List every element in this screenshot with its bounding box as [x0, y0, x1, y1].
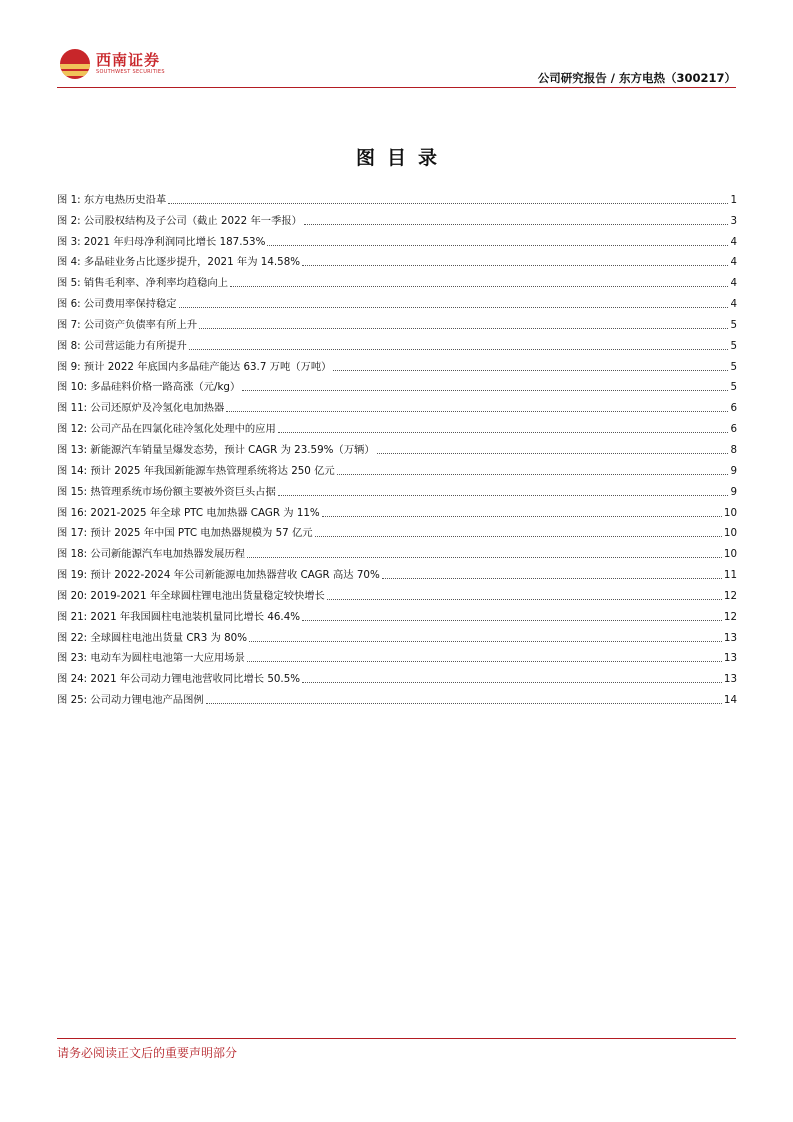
toc-entry[interactable]	[57, 561, 737, 582]
toc-dot-leader	[337, 474, 729, 475]
toc-entry-label: 图 20: 2019-2021 年全球圆柱锂电池出货量稳定较快增长	[57, 589, 325, 602]
toc-entry-label: 图 19: 预计 2022-2024 年公司新能源电加热器营收 CAGR 高达 70%	[57, 569, 380, 582]
toc-entry[interactable]	[57, 353, 737, 374]
toc-dot-leader	[322, 516, 722, 517]
toc-dot-leader	[278, 432, 729, 433]
toc-entry-page: 9	[730, 485, 737, 498]
toc-dot-leader	[247, 661, 722, 662]
toc-entry-label: 图 12: 公司产品在四氯化硅冷氢化处理中的应用	[57, 423, 276, 436]
footer-disclaimer: 请务必阅读正文后的重要声明部分	[57, 1046, 238, 1060]
toc-entry-page: 11	[723, 569, 737, 582]
toc-entry-label: 图 22: 全球圆柱电池出货量 CR3 为 80%	[57, 631, 247, 644]
toc-entry-label: 图 14: 预计 2025 年我国新能源车热管理系统将达 250 亿元	[57, 464, 335, 477]
toc-entry-page: 4	[730, 298, 737, 311]
sun-wave-icon	[60, 49, 90, 79]
toc-dot-leader	[247, 557, 722, 558]
toc-entry-page: 13	[723, 631, 737, 644]
brand-name-cn: 西南证券	[96, 51, 161, 69]
toc-entry-page: 5	[730, 318, 737, 331]
toc-entry[interactable]	[57, 186, 737, 207]
toc-dot-leader	[206, 703, 722, 704]
toc-entry-page: 12	[723, 589, 737, 602]
toc-entry-page: 13	[723, 673, 737, 686]
header-divider	[57, 87, 736, 88]
brand-logo	[60, 47, 170, 83]
toc-entry[interactable]	[57, 228, 737, 249]
toc-entry-label: 图 17: 预计 2025 年中国 PTC 电加热器规模为 57 亿元	[57, 527, 313, 540]
toc-entry[interactable]	[57, 540, 737, 561]
toc-dot-leader	[377, 453, 729, 454]
toc-dot-leader	[333, 370, 728, 371]
toc-entry-label: 图 10: 多晶硅料价格一路高涨（元/kg）	[57, 381, 241, 394]
toc-dot-leader	[304, 224, 728, 225]
toc-entry-label: 图 16: 2021-2025 年全球 PTC 电加热器 CAGR 为 11%	[57, 506, 320, 519]
toc-entry[interactable]	[57, 478, 737, 499]
toc-entry-page: 4	[730, 277, 737, 290]
toc-entry[interactable]	[57, 645, 737, 666]
toc-entry-label: 图 9: 预计 2022 年底国内多晶硅产能达 63.7 万吨（万吨）	[57, 360, 332, 373]
toc-entry-label: 图 18: 公司新能源汽车电加热器发展历程	[57, 548, 245, 561]
toc-entry-page: 10	[723, 527, 737, 540]
toc-entry-page: 5	[730, 381, 737, 394]
toc-entry[interactable]	[57, 415, 737, 436]
toc-entry[interactable]	[57, 332, 737, 353]
toc-entry-page: 10	[723, 506, 737, 519]
toc-entry-label: 图 1: 东方电热历史沿革	[57, 193, 167, 206]
toc-entry-page: 4	[730, 256, 737, 269]
toc-dot-leader	[327, 599, 722, 600]
toc-entry-page: 14	[723, 694, 737, 707]
toc-entry-page: 6	[730, 423, 737, 436]
toc-entry-label: 图 24: 2021 年公司动力锂电池营收同比增长 50.5%	[57, 673, 301, 686]
toc-dot-leader	[267, 245, 728, 246]
toc-dot-leader	[382, 578, 722, 579]
toc-entry[interactable]	[57, 436, 737, 457]
toc-entry[interactable]	[57, 686, 737, 707]
toc-dot-leader	[315, 536, 722, 537]
brand-name-en: SOUTHWEST SECURITIES	[96, 69, 165, 75]
toc-dot-leader	[189, 349, 729, 350]
toc-entry[interactable]	[57, 207, 737, 228]
toc-entry-label: 图 21: 2021 年我国圆柱电池装机量同比增长 46.4%	[57, 610, 301, 623]
toc-dot-leader	[199, 328, 728, 329]
toc-entry-page: 5	[730, 360, 737, 373]
toc-entry-label: 图 3: 2021 年归母净利润同比增长 187.53%	[57, 235, 266, 248]
toc-entry-page: 12	[723, 610, 737, 623]
toc-entry[interactable]	[57, 269, 737, 290]
toc-entry-page: 1	[730, 193, 737, 206]
toc-entry[interactable]	[57, 374, 737, 395]
toc-entry-label: 图 5: 销售毛利率、净利率均趋稳向上	[57, 277, 229, 290]
toc-entry-label: 图 4: 多晶硅业务占比逐步提升，2021 年为 14.58%	[57, 256, 301, 269]
toc-dot-leader	[302, 265, 728, 266]
toc-dot-leader	[242, 390, 728, 391]
toc-entry-label: 图 6: 公司费用率保持稳定	[57, 298, 177, 311]
toc-dot-leader	[302, 682, 722, 683]
toc-entry[interactable]	[57, 520, 737, 541]
toc-entry[interactable]	[57, 249, 737, 270]
toc-entry[interactable]	[57, 499, 737, 520]
figure-table-of-contents	[57, 186, 737, 707]
footer-divider	[57, 1038, 736, 1039]
toc-dot-leader	[226, 411, 728, 412]
toc-entry[interactable]	[57, 457, 737, 478]
toc-entry[interactable]	[57, 582, 737, 603]
toc-dot-leader	[179, 307, 729, 308]
toc-entry-page: 13	[723, 652, 737, 665]
toc-dot-leader	[302, 620, 722, 621]
page-title: 图目录	[355, 147, 449, 169]
toc-entry-label: 图 15: 热管理系统市场份额主要被外资巨头占据	[57, 485, 276, 498]
toc-entry-page: 10	[723, 548, 737, 561]
toc-entry-page: 9	[730, 464, 737, 477]
toc-entry-page: 3	[730, 214, 737, 227]
toc-entry[interactable]	[57, 311, 737, 332]
toc-entry-label: 图 13: 新能源汽车销量呈爆发态势，预计 CAGR 为 23.59%（万辆）	[57, 443, 375, 456]
toc-entry[interactable]	[57, 394, 737, 415]
toc-dot-leader	[278, 495, 729, 496]
toc-entry-label: 图 11: 公司还原炉及冷氢化电加热器	[57, 402, 225, 415]
toc-entry[interactable]	[57, 665, 737, 686]
report-header-title: 公司研究报告 / 东方电热（300217）	[537, 71, 736, 85]
toc-entry-label: 图 7: 公司资产负债率有所上升	[57, 318, 198, 331]
toc-entry-label: 图 8: 公司营运能力有所提升	[57, 339, 187, 352]
toc-entry-page: 5	[730, 339, 737, 352]
toc-entry[interactable]	[57, 603, 737, 624]
toc-dot-leader	[249, 641, 722, 642]
toc-entry-page: 4	[730, 235, 737, 248]
toc-entry-page: 6	[730, 402, 737, 415]
toc-dot-leader	[230, 286, 728, 287]
toc-dot-leader	[168, 203, 728, 204]
toc-entry[interactable]	[57, 290, 737, 311]
toc-entry[interactable]	[57, 624, 737, 645]
toc-entry-label: 图 25: 公司动力锂电池产品图例	[57, 694, 204, 707]
toc-entry-label: 图 23: 电动车为圆柱电池第一大应用场景	[57, 652, 245, 665]
toc-entry-label: 图 2: 公司股权结构及子公司（截止 2022 年一季报）	[57, 214, 302, 227]
toc-entry-page: 8	[730, 443, 737, 456]
